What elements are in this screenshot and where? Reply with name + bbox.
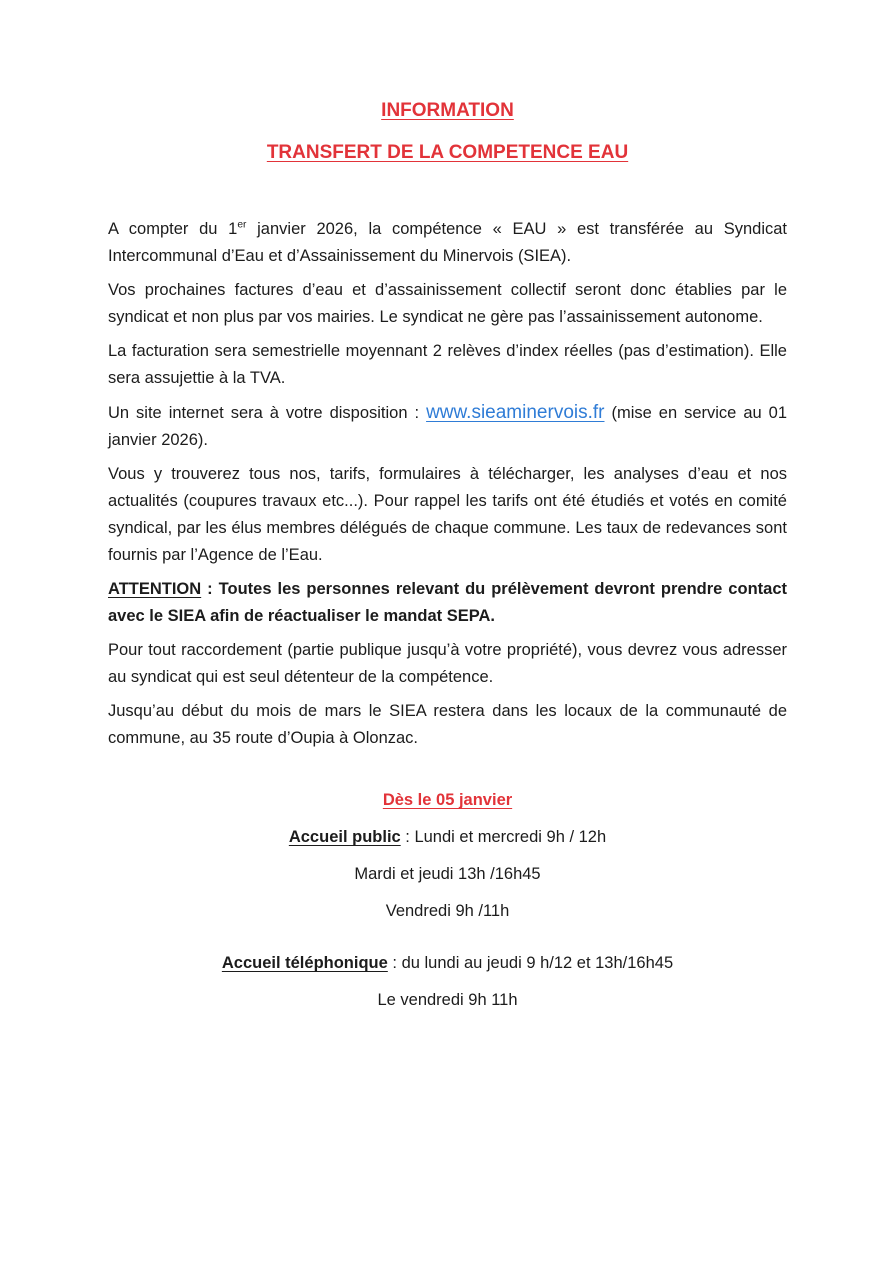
document-title-text: INFORMATION <box>381 100 514 121</box>
document-subtitle-text: TRANSFERT DE LA COMPETENCE EAU <box>266 142 629 163</box>
public-hours-tuesday-thursday: Mardi et jeudi 13h /16h45 <box>354 865 541 883</box>
document-subtitle <box>108 142 787 164</box>
transfer-date-text-end: janvier 2026, la compétence « EAU » est transférée au Syndicat Intercommunal d’Eau et d’Assainissement du Minervois (SIEA). <box>108 220 787 265</box>
schedule-section <box>108 790 787 1010</box>
ordinal-superscript: er <box>237 219 247 231</box>
paragraph-invoices: Vos prochaines factures d’eau et d’assainissement collectif seront donc établies par le syndicat et non plus par vos mairies. Le syndicat ne gère pas l’assainissement autonome. <box>108 281 787 326</box>
website-link[interactable]: www.sieaminervois.fr <box>426 402 605 423</box>
transfer-date-text-start: A compter du 1 <box>108 220 238 238</box>
paragraph-premises-address: Jusqu’au début du mois de mars le SIEA restera dans les locaux de la communauté de commune, au 35 route d’Oupia à Olonzac. <box>108 702 787 747</box>
phone-hours-label: Accueil téléphonique <box>221 954 388 972</box>
public-hours-label: Accueil public <box>288 828 401 846</box>
paragraph-connection: Pour tout raccordement (partie publique jusqu’à votre propriété), vous devrez vous adresser au syndicat qui est seul détenteur de la compétence. <box>108 641 787 686</box>
public-hours-monday-wednesday: : Lundi et mercredi 9h / 12h <box>400 828 607 846</box>
document-title <box>108 100 787 122</box>
phone-hours-monday-thursday: : du lundi au jeudi 9 h/12 et 13h/16h45 <box>387 954 674 972</box>
attention-text: : Toutes les personnes relevant du prélèvement devront prendre contact avec le SIEA afin de réactualiser le mandat SEPA. <box>108 580 787 625</box>
paragraph-services-tariffs: Vous y trouverez tous nos, tarifs, formulaires à télécharger, les analyses d’eau et nos actualités (coupures travaux etc...). Pour rappel les tarifs ont été étudiés et votés en comité syndical, par les élus membres délégués de chaque commune. Les taux de redevances sont fournis par l’Agence de l’Eau. <box>108 465 787 564</box>
schedule-heading <box>108 790 787 810</box>
public-hours-line1 <box>108 827 787 847</box>
paragraph-attention-sepa <box>108 576 787 630</box>
paragraph-transfer-date <box>108 216 787 270</box>
website-text-start: Un site internet sera à votre disposition : <box>108 404 427 422</box>
paragraph-website <box>108 399 787 454</box>
paragraph-billing-frequency: La facturation sera semestrielle moyennant 2 relèves d’index réelles (pas d’estimation). Elle sera assujettie à la TVA. <box>108 342 787 387</box>
phone-hours-line1 <box>108 953 787 973</box>
public-hours-friday: Vendredi 9h /11h <box>385 902 510 920</box>
phone-hours-friday: Le vendredi 9h 11h <box>377 991 518 1009</box>
schedule-heading-text: Dès le 05 janvier <box>382 791 513 809</box>
attention-label: ATTENTION <box>108 580 202 598</box>
website-text-end: (mise en service au 01 janvier 2026). <box>108 404 787 449</box>
